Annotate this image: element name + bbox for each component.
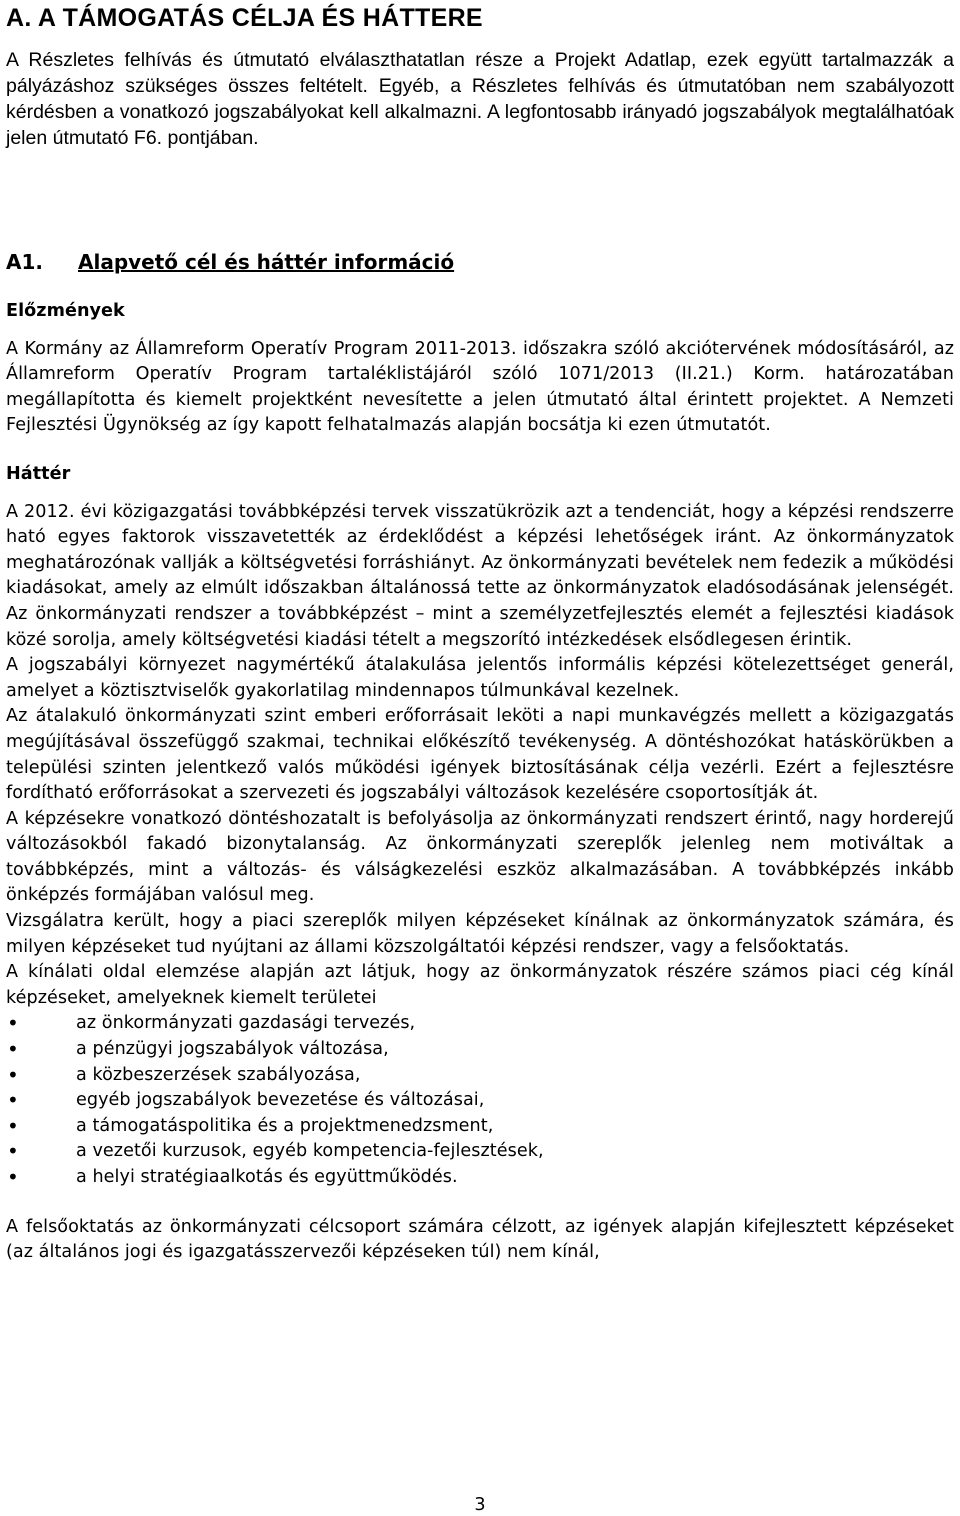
elozmenyek-paragraph: A Kormány az Államreform Operatív Program 2011-2013. időszakra szóló akciótervének módosításáról, az Államreform Operatív Program tartaléklistájáról szóló 1071/2013 (II.21.) Korm. határozatában megállapította és kiemelt projektként nevesítette a jelen útmutató által érintett projektet. A Nemzeti Fejlesztési Ügynökség az így kapott felhatalmazás alapján bocsátja ki ezen útmutatót. — [6, 338, 954, 436]
section-number: A1. — [6, 250, 43, 274]
list-item: • a közbeszerzések szabályozása, — [6, 1063, 954, 1089]
hatter-paragraph: A képzésekre vonatkozó döntéshozatalt is befolyásolja az önkormányzati rendszert érintő, nagy horderejű változásokból fakadó bizonytalanság. Az önkormányzati szereplők jelenleg nem motiváltak a továbbképzés, mint a változás- és válságkezelési eszköz alkalmazásában. A továbbképzés inkább önképzés formájában valósul meg. — [6, 808, 954, 906]
document-page — [6, 0, 954, 1515]
subheading-hatter: Háttér — [6, 463, 71, 484]
section-heading — [6, 248, 454, 276]
document-body — [6, 299, 954, 1266]
closing-paragraph: A felsőoktatás az önkormányzati célcsoport számára célzott, az igények alapján kifejlesztett képzéseket (az általános jogi és igazgatásszervezői képzéseken túl) nem kínál, — [6, 1216, 954, 1263]
subheading-elozmenyek: Előzmények — [6, 301, 125, 321]
hatter-paragraph: Vizsgálatra került, hogy a piaci szereplők milyen képzéseket kínálnak az önkormányzatok számára, és milyen képzéseket tud nyújtani az állami közszolgáltatói képzési rendszer, vagy a felsőoktatás. — [6, 911, 954, 957]
topic-list — [6, 1011, 954, 1190]
hatter-paragraph: A 2012. évi közigazgatási továbbképzési tervek visszatükrözik azt a tendenciát, hogy a képzési rendszerre ható egyes faktorok visszavetették az érdeklődést a képzési lehetőségek iránt. Az önkormányzatok meghatározónak vallják a költségvetési forráshiányt. Az önkormányzati bevételek nem fedezik a működési kiadásokat, amely az elmúlt időszakban általánossá tette az önkormányzatok eladósodásának jelenségét. Az önkormányzati rendszer a továbbképzést – mint a személyzetfejlesztés elemét a fejlesztési kiadások közé sorolja, amely költségvetési kiadási tételt a megszorító intézkedések elsődlegesen érintik. — [6, 501, 954, 650]
list-item: • egyéb jogszabályok bevezetése és változásai, — [6, 1088, 954, 1114]
page-number: 3 — [474, 1495, 486, 1515]
hatter-paragraph: A kínálati oldal elemzése alapján azt látjuk, hogy az önkormányzatok részére számos piaci cég kínál képzéseket, amelyeknek kiemelt területei — [6, 962, 954, 1008]
list-item: • a vezetői kurzusok, egyéb kompetencia-fejlesztések, — [6, 1139, 954, 1165]
list-item: • a pénzügyi jogszabályok változása, — [6, 1037, 954, 1063]
section-title: Alapvető cél és háttér információ — [78, 250, 455, 274]
chapter-heading: A. A TÁMOGATÁS CÉLJA ÉS HÁTTERE — [6, 4, 483, 32]
hatter-paragraph: A jogszabályi környezet nagymértékű átalakulása jelentős informális képzési kötelezettséget generál, amelyet a köztisztviselők gyakorlatilag mindennapos túlmunkával kezelnek. — [6, 655, 954, 701]
list-item: • a támogatáspolitika és a projektmenedzsment, — [6, 1114, 954, 1140]
intro-paragraph: A Részletes felhívás és útmutató elválaszthatatlan része a Projekt Adatlap, ezek együtt tartalmazzák a pályázáshoz szükséges összes feltételt. Egyéb, a Részletes felhívás és útmutatóban nem szabályozott kérdésben a vonatkozó jogszabályokat kell alkalmazni. A legfontosabb irányadó jogszabályok megtalálhatóak jelen útmutató F6. pontjában. — [6, 49, 954, 149]
hatter-paragraph: Az átalakuló önkormányzati szint emberi erőforrásait leköti a napi munkavégzés mellett a közigazgatás megújításával összefüggő szakmai, technikai előkészítő tevékenység. A döntéshozókat hatáskörükben a települési szinten jelentkező valós működési igények biztosításának célja vezérli. Ezért a fejlesztésre fordítható erőforrásokat a szervezeti és jogszabályi változások kezelésére csoportosítják át. — [6, 706, 954, 804]
list-item: • a helyi stratégiaalkotás és együttműködés. — [6, 1165, 954, 1191]
list-item: • az önkormányzati gazdasági tervezés, — [6, 1011, 954, 1037]
